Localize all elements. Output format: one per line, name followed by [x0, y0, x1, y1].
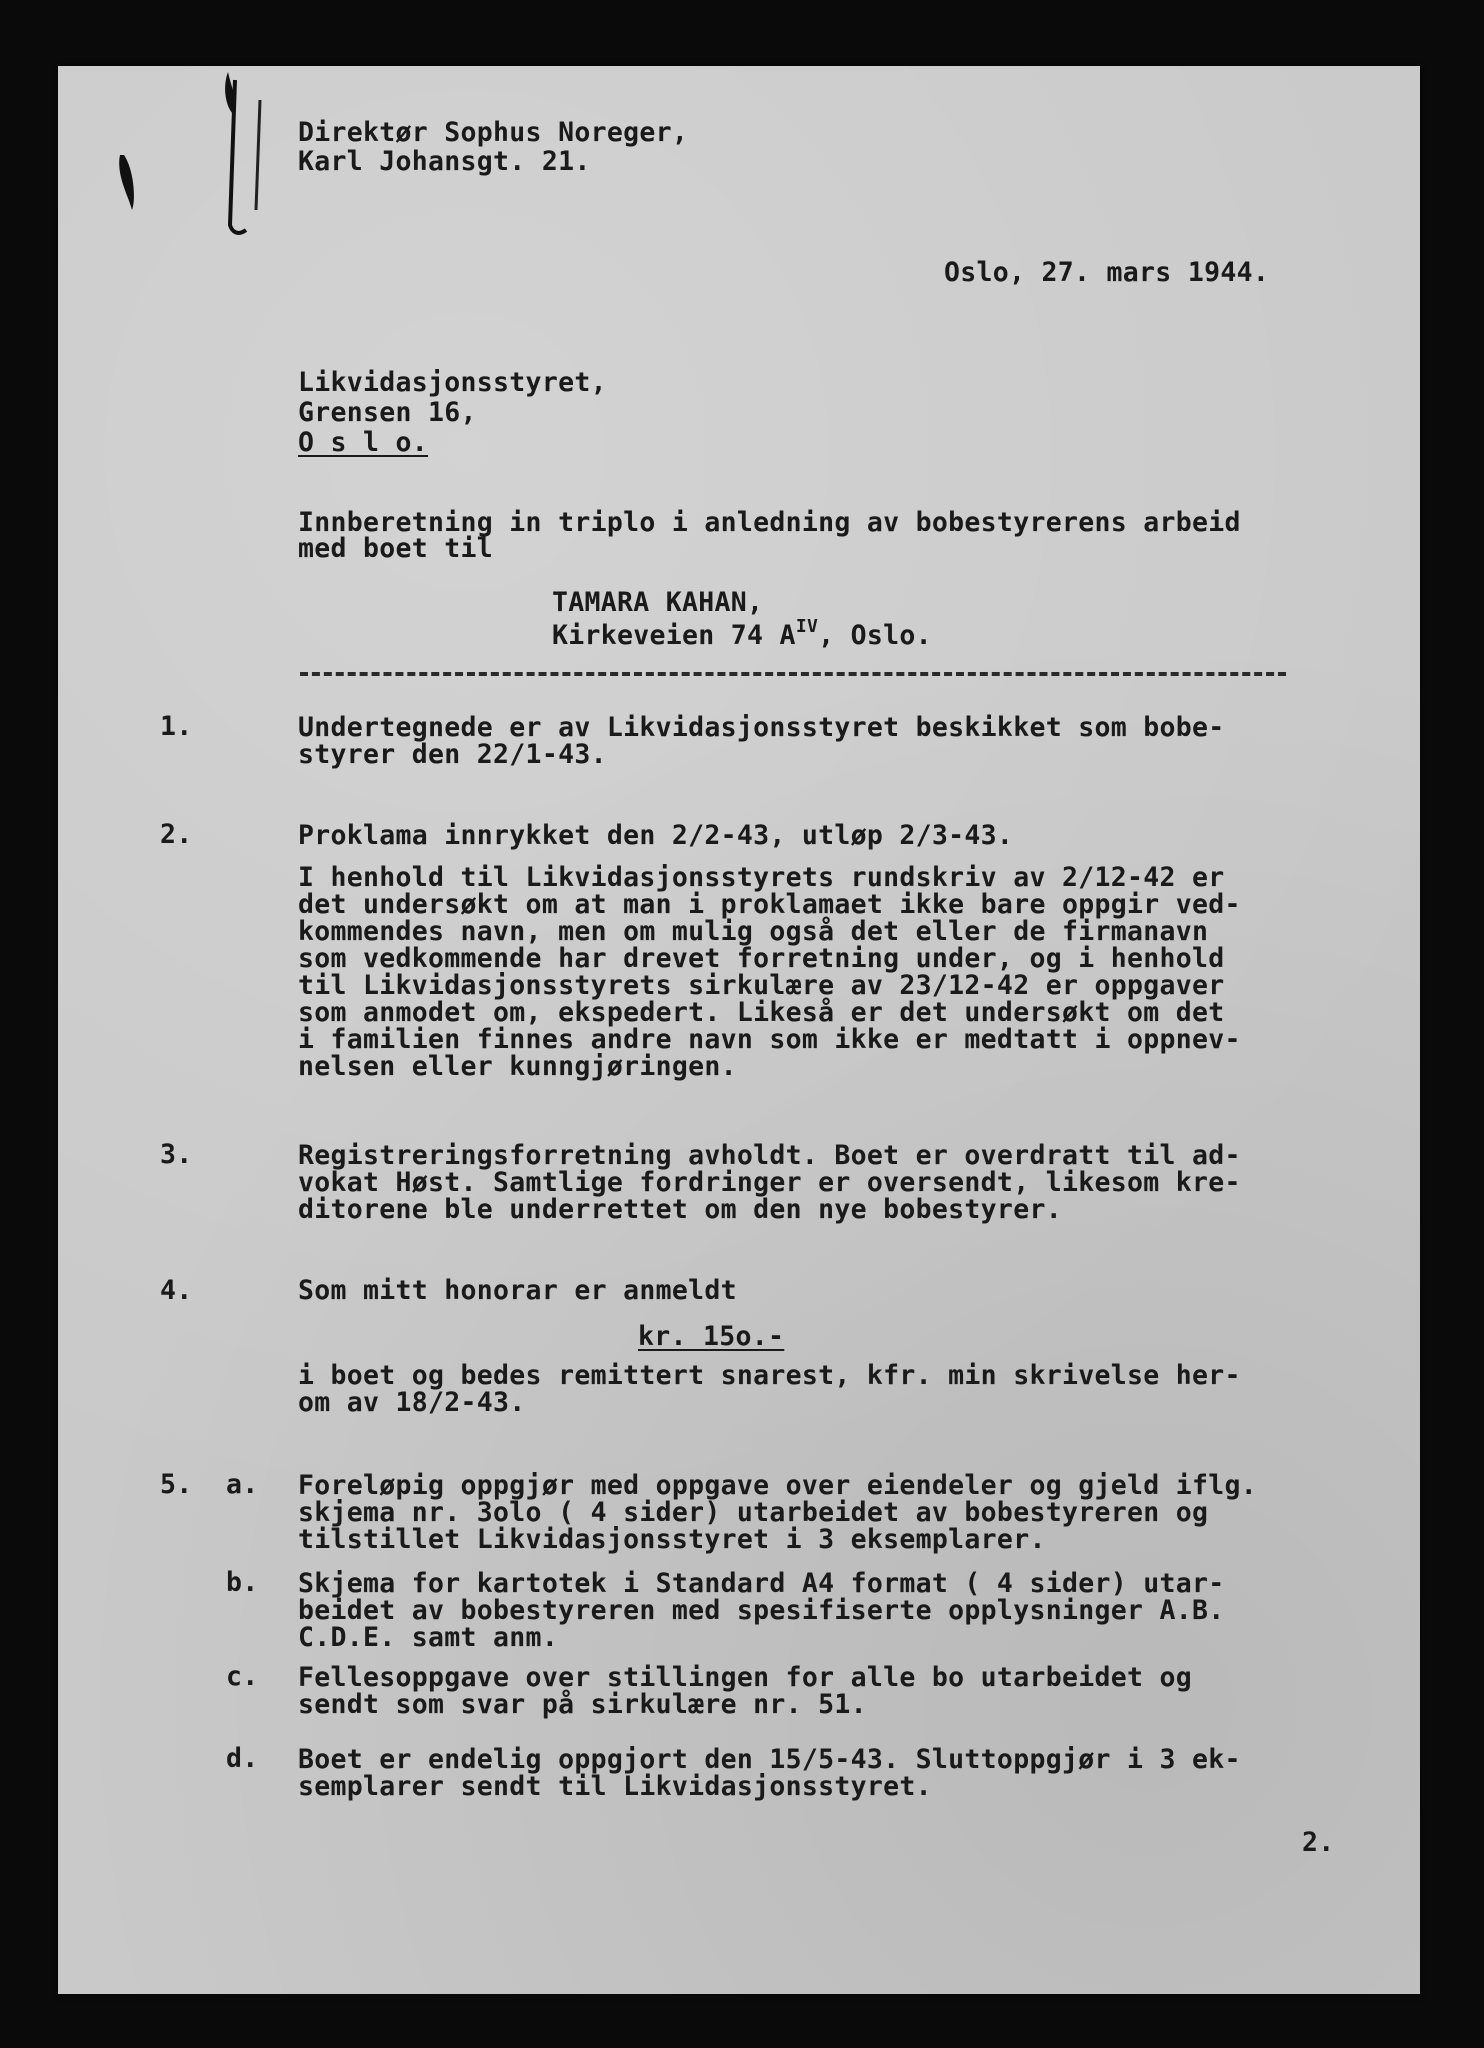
- subitem-letter: d.: [226, 1743, 259, 1774]
- item-number: 5.: [160, 1469, 193, 1500]
- text-line: I henhold til Likvidasjonsstyrets rundskriv av 2/12-42 er: [298, 862, 1225, 893]
- text-line: Undertegnede er av Likvidasjonsstyret beskikket som bobe-: [298, 712, 1225, 743]
- item-4-text: [298, 1362, 1241, 1416]
- text-line: nelsen eller kunngjøringen.: [298, 1051, 737, 1082]
- subject-line-2: med boet til: [298, 533, 494, 564]
- item-4-intro: Som mitt honorar er anmeldt: [298, 1275, 737, 1306]
- text-line: kommendes navn, men om mulig også det eller de firmanavn: [298, 916, 1209, 947]
- text-line: beidet av bobestyreren med spesifiserte opplysninger A.B.: [298, 1595, 1225, 1626]
- subitem-letter: b.: [226, 1567, 259, 1598]
- addressee-line-3: O s l o.: [298, 427, 429, 458]
- estate-name: TAMARA KAHAN,: [552, 587, 764, 618]
- recipient-line-1: Direktør Sophus Noreger,: [298, 117, 689, 148]
- text-line: om av 18/2-43.: [298, 1387, 526, 1418]
- text-line: det undersøkt om at man i proklamaet ikke bare oppgir ved-: [298, 889, 1241, 920]
- subitem-d-text: [298, 1746, 1241, 1800]
- text-line: til Likvidasjonsstyrets sirkulære av 23/12-42 er oppgaver: [298, 970, 1225, 1001]
- text-line: C.D.E. samt anm.: [298, 1622, 559, 1653]
- text-line: Boet er endelig oppgjort den 15/5-43. Sluttoppgjør i 3 ek-: [298, 1744, 1241, 1775]
- text-line: i boet og bedes remittert snarest, kfr. min skrivelse her-: [298, 1360, 1241, 1391]
- recipient-line-2: Karl Johansgt. 21.: [298, 146, 591, 177]
- estate-address: [552, 618, 932, 650]
- subitem-a-text: [298, 1472, 1257, 1553]
- subitem-letter: a.: [226, 1469, 259, 1500]
- subitem-b-text: [298, 1570, 1225, 1651]
- letter-date: Oslo, 27. mars 1944.: [944, 257, 1270, 288]
- addressee-line-2: Grensen 16,: [298, 397, 477, 428]
- text-line: ditorene ble underrettet om den nye bobestyrer.: [298, 1194, 1062, 1225]
- text-line: Fellesoppgave over stillingen for alle bo utarbeidet og: [298, 1662, 1192, 1693]
- text-line: semplarer sendt til Likvidasjonsstyret.: [298, 1771, 932, 1802]
- estate-address-sup: IV: [795, 616, 819, 637]
- text-line: vokat Høst. Samtlige fordringer er oversendt, likesom kre-: [298, 1167, 1241, 1198]
- subject-line-1: Innberetning in triplo i anledning av bobestyrerens arbeid: [298, 507, 1241, 538]
- page-number: 2.: [1302, 1827, 1335, 1858]
- subitem-letter: c.: [226, 1661, 259, 1692]
- item-1-text: [298, 714, 1225, 768]
- item-2-heading: [298, 822, 1013, 849]
- item-number: 3.: [160, 1139, 193, 1170]
- item-number: 2.: [160, 819, 193, 850]
- text-line: sendt som svar på sirkulære nr. 51.: [298, 1689, 867, 1720]
- item-number: 4.: [160, 1275, 193, 1306]
- dashed-divider: [300, 672, 1286, 676]
- text-line: som anmodet om, ekspedert. Likeså er det undersøkt om det: [298, 997, 1225, 1028]
- text-line: Proklama innrykket den 2/2-43, utløp 2/3-43.: [298, 820, 1014, 851]
- estate-address-end: , Oslo.: [818, 620, 932, 651]
- text-line: tilstillet Likvidasjonsstyret i 3 eksemplarer.: [298, 1524, 1046, 1555]
- item-2-text: [298, 864, 1241, 1080]
- text-line: styrer den 22/1-43.: [298, 739, 607, 770]
- text-line: skjema nr. 3olo ( 4 sider) utarbeidet av bobestyreren og: [298, 1497, 1209, 1528]
- item-number: 1.: [160, 711, 193, 742]
- text-line: Registreringsforretning avholdt. Boet er overdratt til ad-: [298, 1140, 1241, 1171]
- text-line: Skjema for kartotek i Standard A4 format ( 4 sider) utar-: [298, 1568, 1225, 1599]
- text-line: Foreløpig oppgjør med oppgave over eiendeler og gjeld iflg.: [298, 1470, 1258, 1501]
- item-3-text: [298, 1142, 1241, 1223]
- estate-address-main: Kirkeveien 74 A: [552, 620, 796, 651]
- subitem-c-text: [298, 1664, 1192, 1718]
- text-line: i familien finnes andre navn som ikke er medtatt i oppnev-: [298, 1024, 1241, 1055]
- honorar-amount: kr. 15o.-: [638, 1321, 785, 1352]
- addressee-line-1: Likvidasjonsstyret,: [298, 367, 607, 398]
- text-line: som vedkommende har drevet forretning under, og i henhold: [298, 943, 1225, 974]
- handwritten-mark: [110, 60, 270, 240]
